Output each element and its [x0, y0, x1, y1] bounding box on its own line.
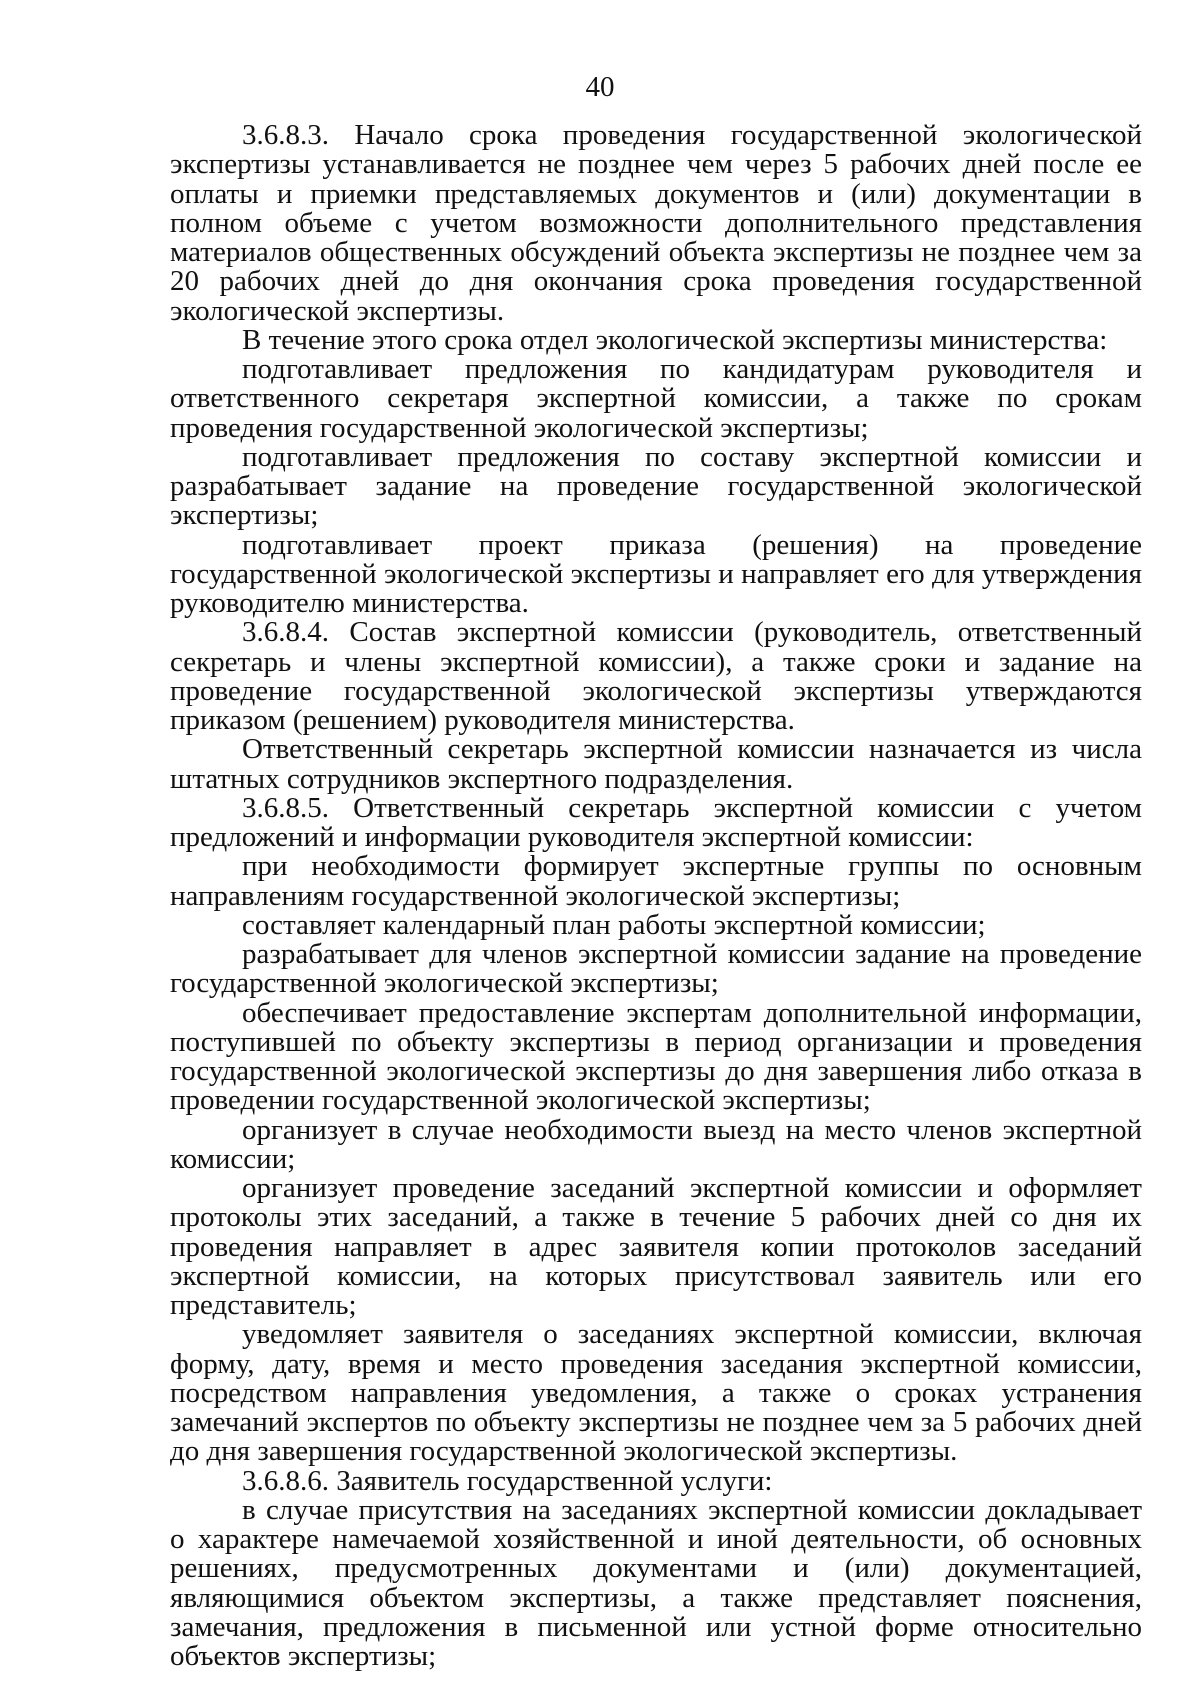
paragraph-notifies-applicant: уведомляет заявителя о заседаниях экспертной комиссии, включая форму, дату, время и место проведения заседания экспертной комиссии, посредством направления уведомления, а также о сроках устранения замечаний экспертов по объекту экспертизы не позднее чем за 5 рабочих дней до дня завершения государственной экологической экспертизы.	[170, 1318, 1142, 1468]
paragraph-calendar-plan: составляет календарный план работы экспертной комиссии;	[242, 908, 986, 941]
paragraph-applicant-reports: в случае присутствия на заседаниях экспертной комиссии докладывает о характере намечаемой хозяйственной и иной деятельности, об основных решениях, предусмотренных документами и (или) документацией, являющимися объектом экспертизы, а также представляет пояснения, замечания, предложения в письменной или устной форме относительно объектов экспертизы;	[170, 1493, 1142, 1672]
paragraph-3-6-8-3: 3.6.8.3. Начало срока проведения государственной экологической экспертизы устанавливается не позднее чем через 5 рабочих дней после ее оплаты и приемки представляемых документов и (или) документации в полном объеме с учетом возможности дополнительного представления материалов общественных обсуждений объекта экспертизы не позднее чем за 20 рабочих дней до дня окончания срока проведения государственной экологической экспертизы.	[170, 119, 1142, 327]
paragraph-organizes-visit: организует в случае необходимости выезд на место членов экспертной комиссии;	[170, 1113, 1142, 1175]
paragraph-department-duties: В течение этого срока отдел экологической экспертизы министерства:	[242, 323, 1108, 356]
paragraph-3-6-8-4: 3.6.8.4. Состав экспертной комиссии (руководитель, ответственный секретарь и члены экспертной комиссии), а также сроки и задание на проведение государственной экологической экспертизы утверждаются приказом (решением) руководителя министерства.	[170, 616, 1142, 736]
paragraph-prepares-candidates: подготавливает предложения по кандидатурам руководителя и ответственного секретаря экспертной комиссии, а также по срокам проведения государственной экологической экспертизы;	[170, 353, 1142, 444]
paragraph-secretary-appointment: Ответственный секретарь экспертной комиссии назначается из числа штатных сотрудников экспертного подразделения.	[170, 733, 1142, 795]
paragraph-3-6-8-5: 3.6.8.5. Ответственный секретарь экспертной комиссии с учетом предложений и информации руководителя экспертной комиссии:	[170, 791, 1142, 853]
paragraph-organizes-meetings: организует проведение заседаний экспертной комиссии и оформляет протоколы этих заседаний, а также в течение 5 рабочих дней со дня их проведения направляет в адрес заявителя копии протоколов заседаний экспертной комиссии, на которых присутствовал заявитель или его представитель;	[170, 1172, 1142, 1321]
paragraph-prepares-order: подготавливает проект приказа (решения) на проведение государственной экологической экспертизы и направляет его для утверждения руководителю министерства.	[170, 528, 1142, 619]
paragraph-prepares-commission: подготавливает предложения по составу экспертной комиссии и разрабатывает задание на проведение государственной экологической экспертизы;	[170, 440, 1142, 532]
page-number: 40	[585, 71, 615, 103]
paragraph-develops-task: разрабатывает для членов экспертной комиссии задание на проведение государственной экологической экспертизы;	[170, 938, 1142, 1000]
paragraph-3-6-8-6: 3.6.8.6. Заявитель государственной услуги:	[242, 1464, 773, 1497]
document-body	[170, 121, 1142, 1671]
paragraph-provides-information: обеспечивает предоставление экспертам дополнительной информации, поступившей по объекту экспертизы в период организации и проведения государственной экологической экспертизы до дня завершения либо отказа в проведении государственной экологической экспертизы;	[170, 996, 1142, 1117]
paragraph-forms-groups: при необходимости формирует экспертные группы по основным направлениям государственной экологической экспертизы;	[170, 850, 1142, 912]
